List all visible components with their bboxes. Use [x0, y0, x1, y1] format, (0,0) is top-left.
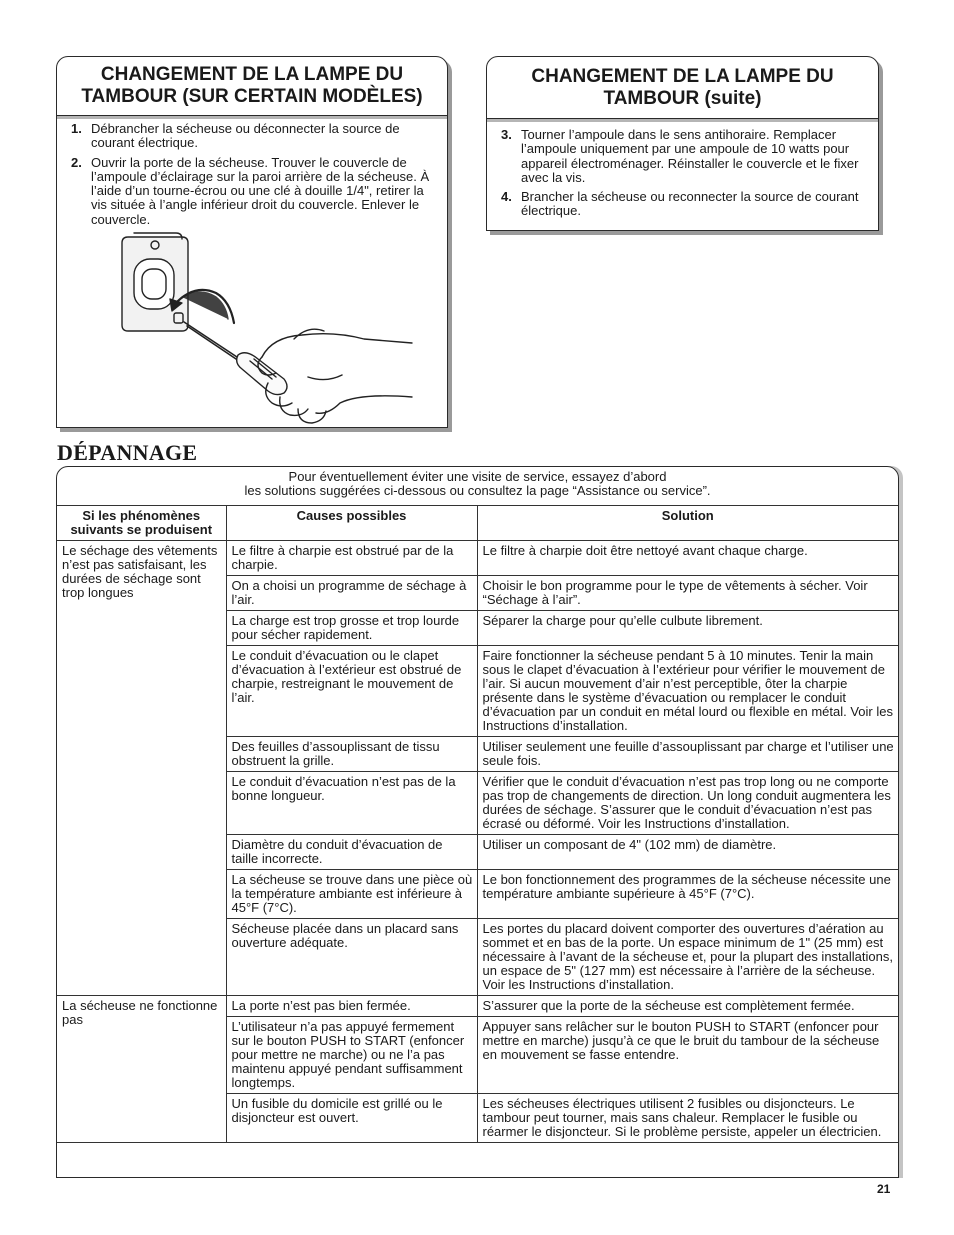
step-number: 2. — [71, 154, 82, 170]
table-header-row — [57, 506, 898, 541]
cause-cell: Le conduit d’évacuation n’est pas de la bonne longueur. — [226, 772, 477, 835]
cause-cell: La charge est trop grosse et trop lourde pour sécher rapidement. — [226, 611, 477, 646]
step-item — [61, 122, 433, 151]
troubleshooting-panel — [56, 466, 899, 1178]
solution-cell: Le filtre à charpie doit être nettoyé avant chaque charge. — [477, 541, 898, 576]
page-number: 21 — [877, 1182, 891, 1196]
solution-cell: S’assurer que la porte de la sécheuse est complètement fermée. — [477, 996, 898, 1017]
lamp-replacement-box — [56, 56, 448, 428]
solution-cell: Utiliser seulement une feuille d’assouplissant par charge et l’utiliser une seule fois. — [477, 737, 898, 772]
intro-line: Pour éventuellement éviter une visite de service, essayez d’abord — [288, 469, 667, 484]
cause-cell: Le filtre à charpie est obstrué par de la charpie. — [226, 541, 477, 576]
cause-cell: Sécheuse placée dans un placard sans ouverture adéquate. — [226, 919, 477, 996]
header-solution: Solution — [477, 506, 898, 541]
header-symptom: Si les phénomènes suivants se produisent — [57, 506, 226, 541]
step-item — [491, 190, 864, 219]
step-item — [61, 156, 433, 227]
step-text: Tourner l’ampoule dans le sens antihoraire. Remplacer l’ampoule uniquement par une ampoule de 10 watts pour appareil électroménager. Réinstaller le couvercle et le fixer avec la vis. — [521, 127, 859, 185]
solution-cell: Séparer la charge pour qu’elle culbute librement. — [477, 611, 898, 646]
solution-cell: Vérifier que le conduit d’évacuation n’est pas trop long ou ne comporte pas trop de changements de direction. Un long conduit augmentera les durées de séchage. S’assurer que le conduit d’évacuation n’est pas écrasé ou déformé. Voir les Instructions d’installation. — [477, 772, 898, 835]
solution-cell: Faire fonctionner la sécheuse pendant 5 à 10 minutes. Tenir la main sous le clapet d’évacuation à l’extérieur pour vérifier le mouvement de l’air. Si aucun mouvement d’air n’est perceptible, ôter la charpie présente dans le système d’évacuation ou remplacer le conduit d’évacuation par un conduit en métal lourd ou flexible en métal. Voir les Instructions d’installation. — [477, 646, 898, 737]
lamp-replacement-continued-steps — [487, 119, 878, 219]
solution-cell: Appuyer sans relâcher sur le bouton PUSH to START (enfoncer pour mettre en marche) jusqu’à ce que le bruit du tambour de la sécheuse en mouvement se fasse entendre. — [477, 1017, 898, 1094]
step-item — [491, 128, 864, 185]
step-number: 3. — [501, 127, 512, 142]
cause-cell: Des feuilles d’assouplissant de tissu obstruent la grille. — [226, 737, 477, 772]
troubleshooting-intro — [57, 467, 898, 505]
solution-cell: Les sécheuses électriques utilisent 2 fusibles ou disjoncteurs. Le tambour peut tourner, mais sans chaleur. Remplacer le fusible ou réarmer le disjoncteur. Si le problème persiste, appeler un électricien. — [477, 1094, 898, 1143]
lamp-replacement-title: CHANGEMENT DE LA LAMPE DU TAMBOUR (SUR CERTAIN MODÈLES) — [57, 57, 447, 116]
cause-cell: Diamètre du conduit d’évacuation de taille incorrecte. — [226, 835, 477, 870]
header-causes: Causes possibles — [226, 506, 477, 541]
cause-cell: La sécheuse se trouve dans une pièce où la température ambiante est inférieure à 45°F (7°C). — [226, 870, 477, 919]
step-text: Débrancher la sécheuse ou déconnecter la source de courant électrique. — [91, 121, 400, 151]
cause-cell: Le conduit d’évacuation ou le clapet d’évacuation à l’extérieur est obstrué de charpie, restreignant le mouvement de l’air. — [226, 646, 477, 737]
cause-cell: Un fusible du domicile est grillé ou le disjoncteur est ouvert. — [226, 1094, 477, 1143]
table-row — [57, 996, 898, 1017]
solution-cell: Le bon fonctionnement des programmes de la sécheuse nécessite une température ambiante supérieure à 45°F (7°C). — [477, 870, 898, 919]
symptom-cell: La sécheuse ne fonctionne pas — [57, 996, 226, 1143]
troubleshooting-table-body — [57, 541, 898, 1143]
table-row — [57, 541, 898, 576]
solution-cell: Les portes du placard doivent comporter des ouvertures d’aération au sommet et en bas de la porte. Un espace minimum de 1" (25 mm) est nécessaire à l’avant de la sécheuse et, pour la plupart des installations, un espace de 5" (127 mm) est nécessaire à l’arrière de la sécheuse. Voir les Instructions d’installation. — [477, 919, 898, 996]
symptom-cell: Le séchage des vêtements n’est pas satisfaisant, les durées de séchage sont trop longues — [57, 541, 226, 996]
step-text: Ouvrir la porte de la sécheuse. Trouver le couvercle de l’ampoule d’éclairage sur la paroi arrière de la sécheuse. À l’aide d’un tourne-écrou ou une clé à douille 1/4", retirer la vis située à l’angle inférieur droit du couvercle. Enlever le couvercle. — [91, 154, 430, 227]
troubleshooting-title: DÉPANNAGE — [57, 440, 198, 465]
step-text: Brancher la sécheuse ou reconnecter la source de courant électrique. — [521, 189, 859, 219]
step-number: 1. — [71, 121, 82, 136]
lamp-cover-removal-illustration — [112, 227, 432, 427]
cause-cell: On a choisi un programme de séchage à l’air. — [226, 576, 477, 611]
step-number: 4. — [501, 189, 512, 205]
lamp-replacement-continued-box — [486, 56, 879, 231]
cause-cell: L’utilisateur n’a pas appuyé fermement sur le bouton PUSH to START (enfoncer pour mettre ne marche) ou ne l’a pas maintenu appuyé pendant suffisamment longtemps. — [226, 1017, 477, 1094]
lamp-replacement-continued-title: CHANGEMENT DE LA LAMPE DU TAMBOUR (suite) — [487, 57, 878, 119]
troubleshooting-table — [57, 505, 898, 1143]
solution-cell: Utiliser un composant de 4" (102 mm) de diamètre. — [477, 835, 898, 870]
cause-cell: La porte n’est pas bien fermée. — [226, 996, 477, 1017]
solution-cell: Choisir le bon programme pour le type de vêtements à sécher. Voir “Séchage à l’air”. — [477, 576, 898, 611]
intro-line: les solutions suggérées ci-dessous ou consultez la page “Assistance ou service”. — [244, 483, 711, 498]
lamp-replacement-steps — [57, 116, 447, 227]
